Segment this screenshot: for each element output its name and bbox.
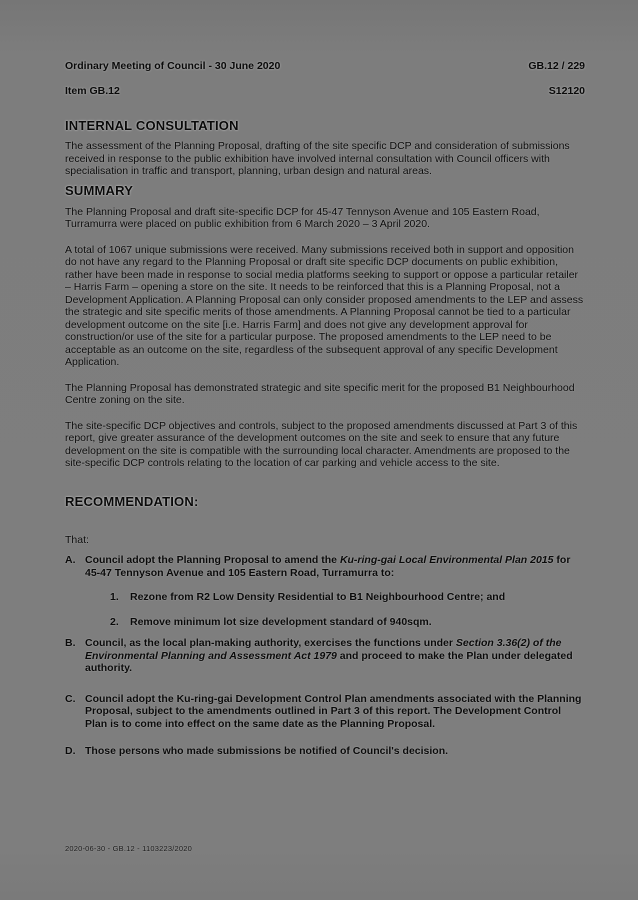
- document-header-row-2: [65, 85, 585, 97]
- page-reference: GB.12 / 229: [528, 60, 585, 72]
- item-text: Council, as the local plan-making authority, exercises the functions under Section 3.36(2) of the Environmental Planning and Assessment Act 1979 and proceed to make the Plan under delegated authority.: [85, 637, 573, 674]
- recommendation-item-d: [65, 745, 585, 758]
- recommendation-subitem-1: [110, 591, 585, 604]
- subitem-label: 2.: [110, 615, 119, 628]
- item-text: Council adopt the Planning Proposal to amend the Ku-ring-gai Local Environmental Plan 2015 for 45-47 Tennyson Avenue and 105 Eastern Road, Turramurra to:: [85, 554, 571, 579]
- summary-paragraph: The Planning Proposal has demonstrated strategic and site specific merit for the proposed B1 Neighbourhood Centre zoning on the site.: [65, 381, 575, 406]
- internal-consultation-body: The assessment of the Planning Proposal, drafting of the site specific DCP and consideration of submissions received in response to the public exhibition have involved internal consultation with Council officers with specialisation in traffic and transport, planning, urban design and natural areas.: [65, 140, 570, 177]
- item-label: B.: [65, 637, 76, 649]
- file-reference: S12120: [548, 85, 585, 97]
- subitem-text: Remove minimum lot size development standard of 940sqm.: [130, 615, 432, 628]
- recommendation-item-c: [65, 693, 585, 731]
- recommendation-subitem-2: [110, 616, 585, 629]
- item-label: C.: [65, 692, 76, 705]
- recommendation-intro: That:: [65, 533, 89, 546]
- summary-paragraph: A total of 1067 unique submissions were received. Many submissions received both in support and opposition do not have any regard to the Planning Proposal or draft site specific DCP documents on public exhibition, rather have been made in response to social media platforms seeking to support or oppose a particular retailer – Harris Farm – opening a store on the site. It needs to be reinforced that this is a Planning Proposal, not a Development Application. A Planning Proposal can only consider proposed amendments to the LEP and assess the strategic and site specific merits of those amendments. A Planning Proposal cannot be tied to a particular development outcome on the site [i.e. Harris Farm] and does not give any development approval for construction/or use of the site for a particular purpose. The proposed amendments to the LEP need to be acceptable as an outcome on the site, regardless of the subsequent approval of any specific Development Application.: [65, 243, 584, 368]
- document-header-row-1: [65, 60, 585, 72]
- summary-heading: SUMMARY: [65, 182, 134, 198]
- summary-paragraph: The site-specific DCP objectives and controls, subject to the proposed amendments discussed at Part 3 of this report, give greater assurance of the development outcomes on the site and seek to ensure that any future development on the site is compatible with the surrounding local character. Amendments are proposed to the site-specific DCP controls relating to the location of car parking and vehicle access to the site.: [65, 419, 578, 469]
- summary-paragraph: The Planning Proposal and draft site-specific DCP for 45-47 Tennyson Avenue and 105 Eastern Road, Turramurra were placed on public exhibition from 6 March 2020 – 3 April 2020.: [65, 205, 540, 230]
- act-name: Section 3.36(2) of the Environmental Planning and Assessment Act 1979: [85, 637, 562, 662]
- item-text: Council adopt the Ku-ring-gai Development Control Plan amendments associated with the Planning Proposal, subject to the amendments outlined in Part 3 of this report. The Development Control Plan is to come into effect on the same date as the Planning Proposal.: [85, 692, 582, 730]
- item-number: Item GB.12: [65, 85, 120, 97]
- footer-reference: 2020-06-30 - GB.12 - 1103223/2020: [65, 844, 192, 853]
- subitem-text: Rezone from R2 Low Density Residential to B1 Neighbourhood Centre; and: [130, 591, 506, 603]
- instrument-name: Ku-ring-gai Local Environmental Plan 2015: [339, 554, 554, 566]
- internal-consultation-heading: INTERNAL CONSULTATION: [65, 118, 239, 133]
- item-label: A.: [65, 554, 76, 566]
- recommendation-item-b: [65, 637, 585, 675]
- meeting-title: Ordinary Meeting of Council - 30 June 2020: [65, 60, 281, 72]
- recommendation-item-a: [65, 554, 585, 579]
- recommendation-heading: RECOMMENDATION:: [65, 493, 199, 509]
- subitem-label: 1.: [110, 591, 119, 603]
- item-text: Those persons who made submissions be notified of Council's decision.: [85, 745, 449, 757]
- item-label: D.: [65, 745, 76, 757]
